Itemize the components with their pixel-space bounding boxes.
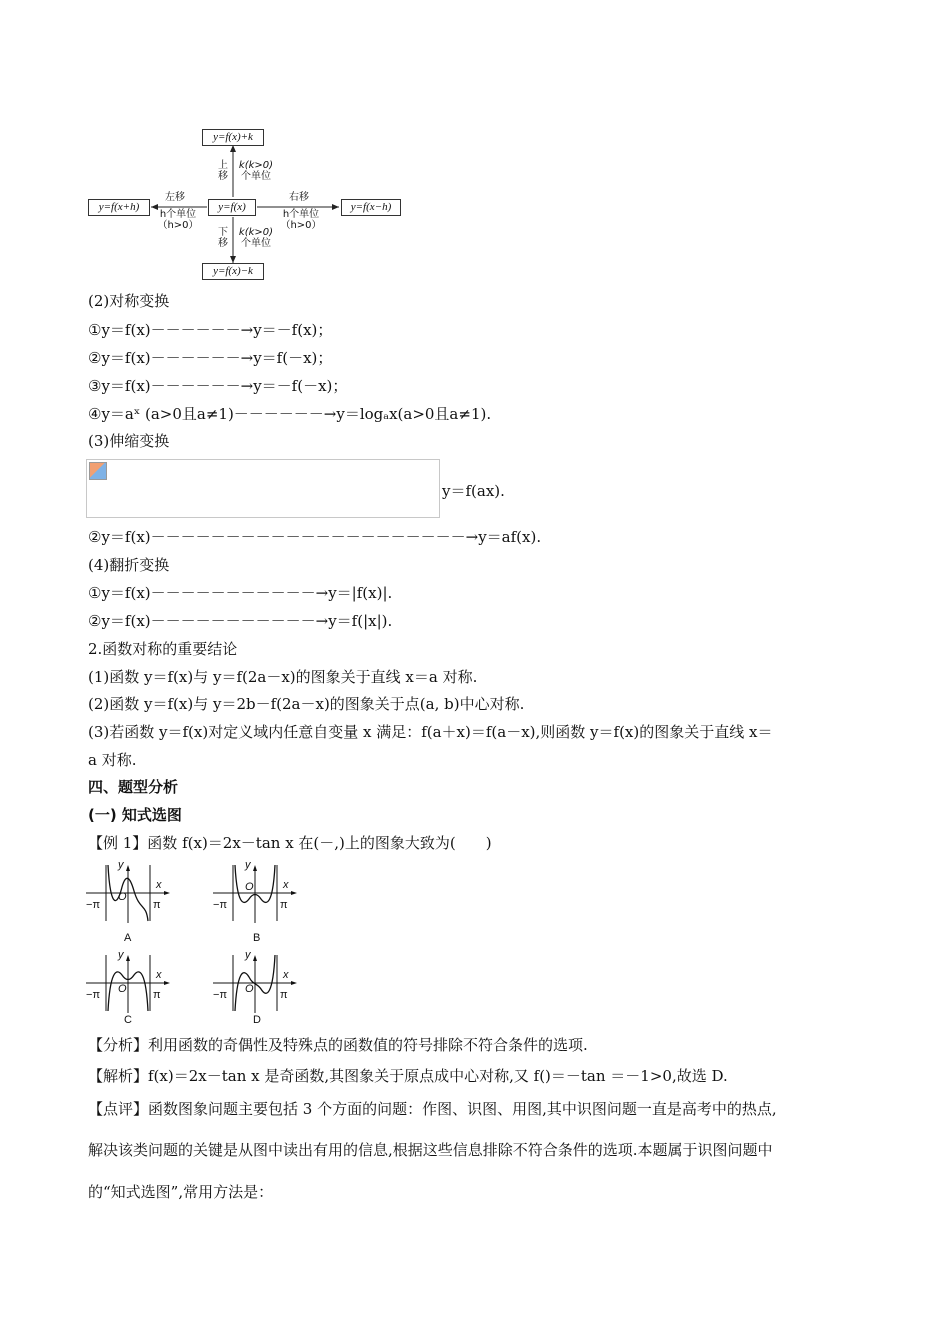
broken-image-placeholder <box>86 459 440 518</box>
symmetry-rule-1: ①y＝f(x)－－－－－－→y＝－f(x)； <box>88 321 333 339</box>
graph-d-svg <box>213 953 303 1013</box>
left-label: 左移 <box>165 192 185 203</box>
option-label-d: D <box>253 1014 261 1026</box>
graph-a-origin: O <box>118 891 127 903</box>
graph-c-y-label: y <box>118 949 124 961</box>
option-label-a: A <box>124 932 132 944</box>
solution-paragraph: 【解析】f(x)＝2x－tan x 是奇函数,其图象关于原点成中心对称,又 f()＝－tan ＝－1>0,故选 D. <box>88 1067 728 1085</box>
shift-down-box: y=f(x)−k <box>202 263 264 280</box>
option-graph-b <box>213 859 303 923</box>
symmetry-rule-2: ②y＝f(x)－－－－－－→y＝f(－x)； <box>88 349 333 367</box>
up-note: k(k>0) 个单位 <box>238 160 274 182</box>
option-label-b: B <box>253 932 261 944</box>
graph-b-y-label: y <box>245 859 251 871</box>
graph-c-svg <box>86 953 176 1013</box>
graph-c-x-label: x <box>156 969 162 981</box>
graph-c-origin: O <box>118 983 127 995</box>
graph-d-pi: π <box>280 989 288 1001</box>
shift-left-box: y=f(x+h) <box>88 199 150 216</box>
comment-paragraph-2: 解决该类问题的关键是从图中读出有用的信息,根据这些信息排除不符合条件的选项.本题属于识图问题中 <box>88 1141 773 1159</box>
graph-b-pi: π <box>280 899 288 911</box>
flip-rule-1: ①y＝f(x)－－－－－－－－－－－→y＝|f(x)|. <box>88 584 393 602</box>
heading-symmetry-conclusions: 2.函数对称的重要结论 <box>88 640 238 658</box>
original-function-box: y=f(x) <box>208 199 256 216</box>
heading-symmetry-transform: (2)对称变换 <box>88 292 170 310</box>
conclusion-2: (2)函数 y＝f(x)与 y＝2b－f(2a－x)的图象关于点(a, b)中心对称. <box>88 695 525 713</box>
option-graph-a <box>86 859 176 923</box>
up-label: 上 移 <box>218 160 228 182</box>
right-note: h个单位 （h>0） <box>280 209 322 231</box>
example-1-question: 【例 1】函数 f(x)＝2x－tan x 在(－,)上的图象大致为( ) <box>88 834 492 852</box>
symmetry-rule-4: ④y＝aˣ (a>0且a≠1)－－－－－－→y＝logₐx(a>0且a≠1). <box>88 405 492 423</box>
comment-paragraph-1: 【点评】函数图象问题主要包括 3 个方面的问题：作图、识图、用图,其中识图问题一直是高考中的热点, <box>88 1100 777 1118</box>
down-label: 下 移 <box>218 227 228 249</box>
scaling-rule-2: ②y＝f(x)－－－－－－－－－－－－－－－－－－－－－→y＝af(x). <box>88 528 542 546</box>
down-note: k(k>0) 个单位 <box>238 227 274 249</box>
graph-a-pi: π <box>153 899 161 911</box>
graph-b-svg <box>213 863 303 923</box>
graph-c-neg-pi: −π <box>86 989 101 1001</box>
conclusion-1: (1)函数 y＝f(x)与 y＝f(2a－x)的图象关于直线 x＝a 对称. <box>88 668 478 686</box>
graph-a-y-label: y <box>118 859 124 871</box>
conclusion-3: (3)若函数 y＝f(x)对定义域内任意自变量 x 满足：f(a＋x)＝f(a－x),则函数 y＝f(x)的图象关于直线 x＝ <box>88 723 773 741</box>
symmetry-rule-3: ③y＝f(x)－－－－－－→y＝－f(－x)； <box>88 377 348 395</box>
graph-d-neg-pi: −π <box>213 989 228 1001</box>
option-label-c: C <box>124 1014 132 1026</box>
shift-right-box: y=f(x−h) <box>341 199 401 216</box>
graph-b-x-label: x <box>283 879 289 891</box>
scaling-rule-1-result: y＝f(ax). <box>442 482 505 500</box>
option-graph-d <box>213 949 303 1013</box>
left-note: h个单位 （h>0） <box>157 209 199 231</box>
heading-scaling-transform: (3)伸缩变换 <box>88 432 170 450</box>
flip-rule-2: ②y＝f(x)－－－－－－－－－－－→y＝f(|x|). <box>88 612 393 630</box>
heading-flip-transform: (4)翻折变换 <box>88 556 170 574</box>
conclusion-3-cont: a 对称. <box>88 751 137 769</box>
analysis-paragraph: 【分析】利用函数的奇偶性及特殊点的函数值的符号排除不符合条件的选项. <box>88 1036 588 1054</box>
shift-up-box: y=f(x)+k <box>202 129 264 146</box>
section-heading-analysis: 四、题型分析 <box>88 778 179 796</box>
subsection-heading: (一) 知式选图 <box>88 806 182 824</box>
graph-a-neg-pi: −π <box>86 899 101 911</box>
comment-paragraph-3: 的“知式选图”,常用方法是： <box>88 1183 274 1201</box>
graph-b-origin: O <box>245 881 254 893</box>
graph-a-x-label: x <box>156 879 162 891</box>
broken-image-icon <box>89 462 107 480</box>
graph-a-svg <box>86 863 176 923</box>
graph-d-origin: O <box>245 983 254 995</box>
option-graph-c <box>86 949 176 1013</box>
graph-c-pi: π <box>153 989 161 1001</box>
graph-d-x-label: x <box>283 969 289 981</box>
right-label: 右移 <box>289 192 309 203</box>
graph-d-y-label: y <box>245 949 251 961</box>
graph-b-neg-pi: −π <box>213 899 228 911</box>
